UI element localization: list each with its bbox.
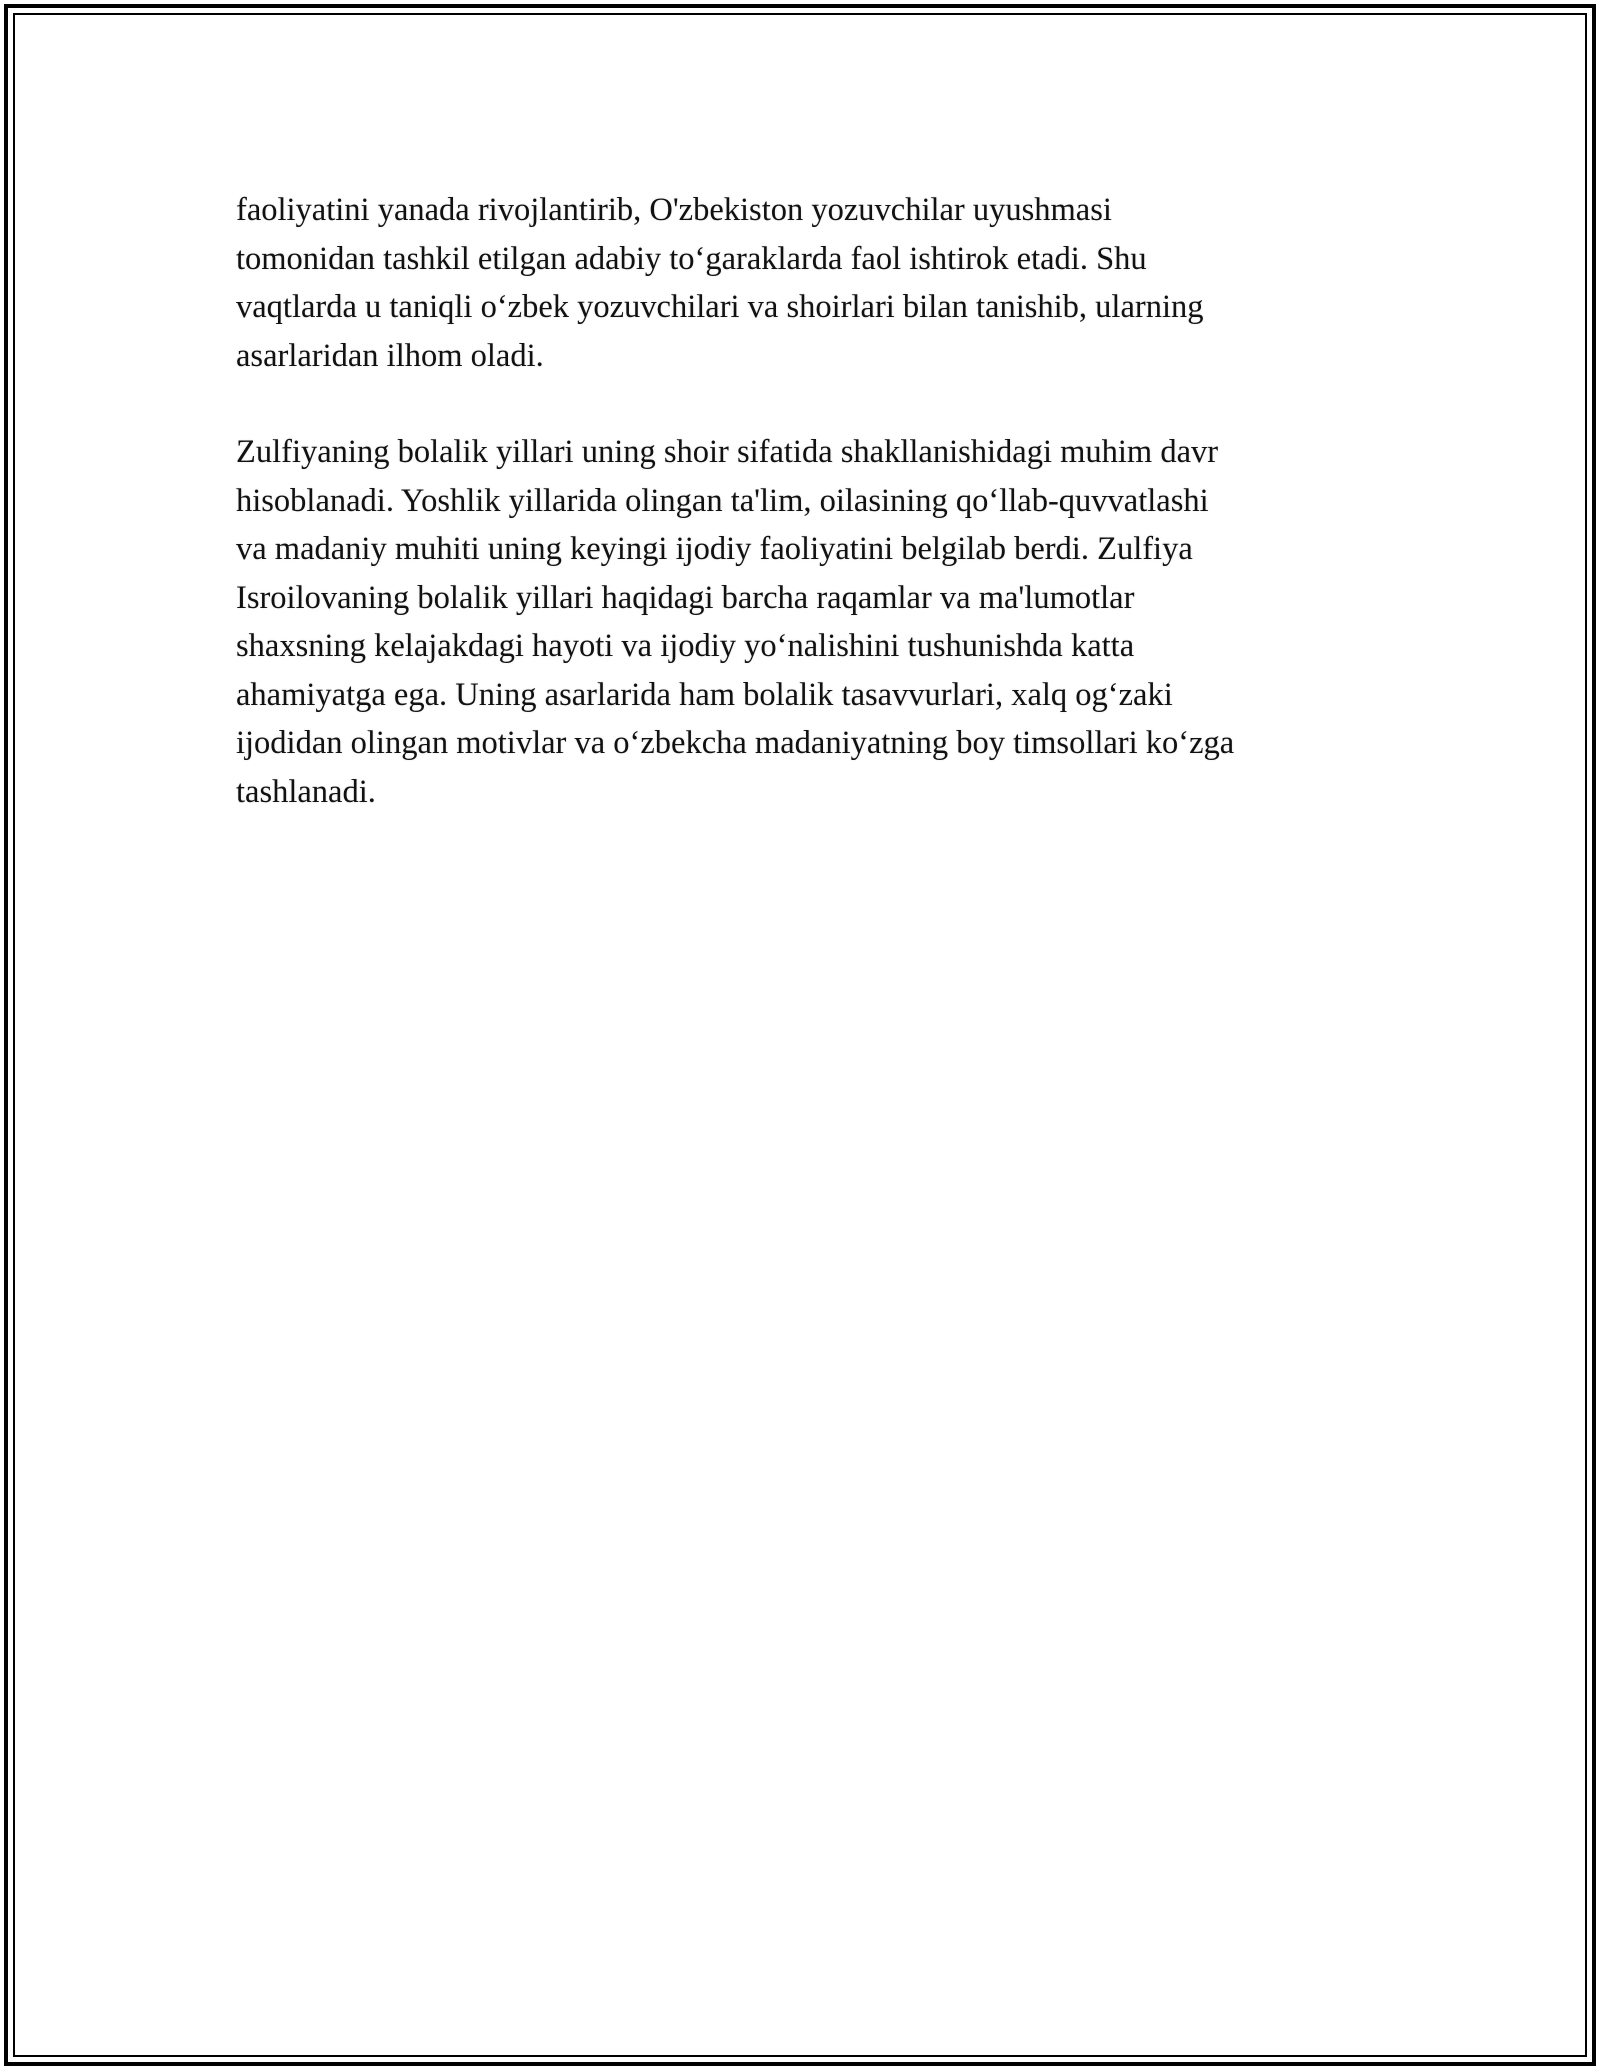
text-line: hisoblanadi. Yoshlik yillarida olingan ta'lim, oilasining qo‘llab-quvvatlashi — [236, 482, 1209, 519]
text-line: Zulfiyaning bolalik yillari uning shoir sifatida shakllanishidagi muhim davr — [236, 434, 1219, 470]
text-line: ahamiyatga ega. Uning asarlarida ham bolalik tasavvurlari, xalq og‘zaki — [236, 676, 1173, 713]
paragraph-2 — [236, 428, 1396, 816]
text-line: ijodidan olingan motivlar va o‘zbekcha madaniyatning boy timsollari ko‘zga — [236, 725, 1235, 761]
text-line: faoliyatini yanada rivojlantirib, O'zbekiston yozuvchilar uyushmasi — [236, 192, 1112, 228]
text-line: tashlanadi. — [236, 773, 376, 810]
text-line: Isroilovaning bolalik yillari haqidagi barcha raqamlar va ma'lumotlar — [236, 579, 1135, 616]
paragraph-1 — [236, 186, 1396, 380]
text-line: vaqtlarda u taniqli o‘zbek yozuvchilari va shoirlari bilan tanishib, ularning — [236, 289, 1204, 325]
text-line: tomonidan tashkil etilgan adabiy to‘garaklarda faol ishtirok etadi. Shu — [236, 240, 1147, 277]
text-line: shaxsning kelajakdagi hayoti va ijodiy yo‘nalishini tushunishda katta — [236, 628, 1135, 664]
document-body — [236, 186, 1396, 816]
text-line: va madaniy muhiti uning keyingi ijodiy faoliyatini belgilab berdi. Zulfiya — [236, 531, 1193, 567]
text-line: asarlaridan ilhom oladi. — [236, 337, 544, 374]
